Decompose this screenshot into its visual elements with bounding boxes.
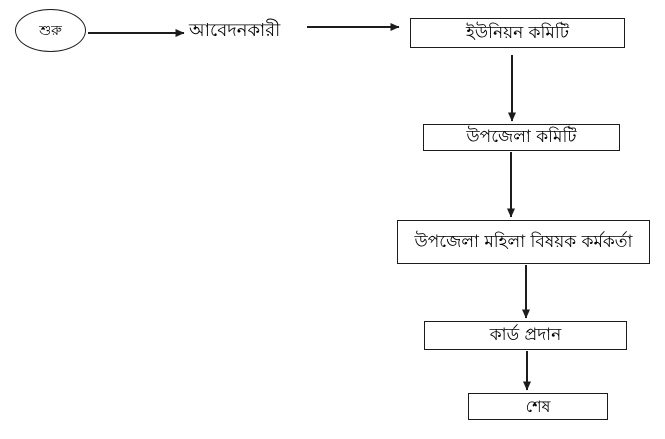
node-applicant-label: আবেদনকারী	[189, 20, 281, 41]
node-upazila-committee-label: উপজেলা কমিটি	[466, 127, 577, 148]
node-upazila-women-affairs-officer	[397, 220, 650, 264]
node-card-issuance-label: কার্ড প্রদান	[489, 325, 562, 346]
node-union-committee-label: ইউনিয়ন কমিটি	[466, 22, 569, 43]
node-start	[15, 9, 86, 52]
node-card-issuance	[424, 321, 627, 350]
node-union-committee	[410, 18, 625, 48]
node-upazila-committee	[423, 124, 620, 151]
node-start-label: শুরু	[39, 22, 62, 39]
node-end	[468, 393, 608, 420]
node-end-label: শেষ	[525, 396, 551, 416]
node-upazila-women-affairs-officer-label: উপজেলা মহিলা বিষয়ক কর্মকর্তা	[414, 231, 633, 252]
